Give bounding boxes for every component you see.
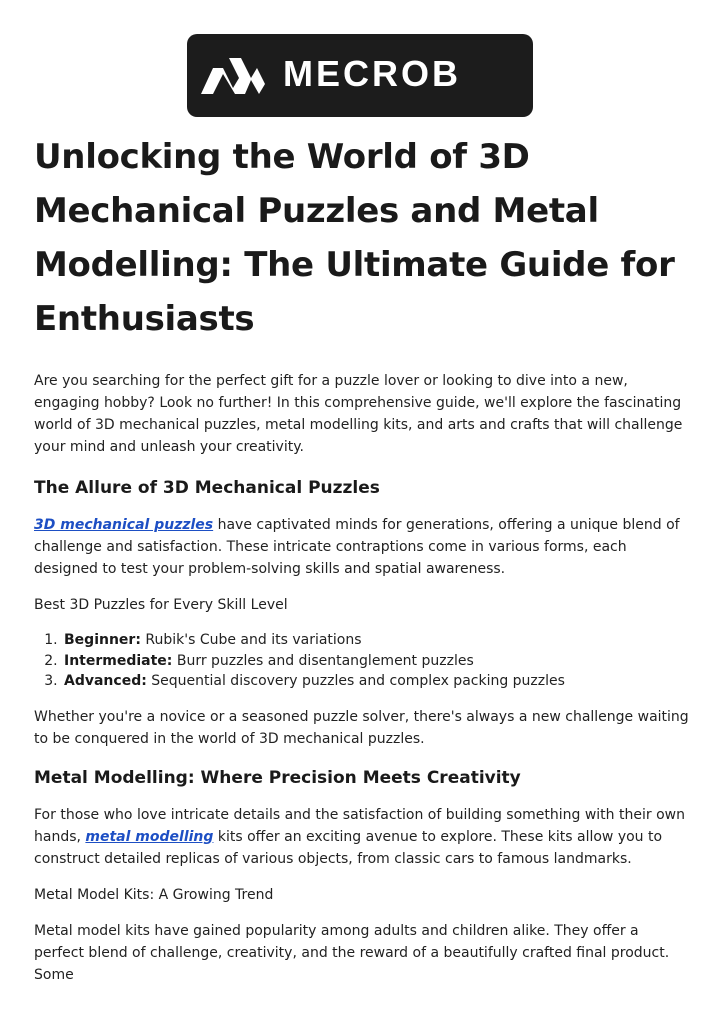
mecrob-logo-icon	[199, 48, 267, 104]
list-item-label: Intermediate:	[64, 652, 173, 669]
metal-paragraph-end: kits offer an exciting avenue to explore. These kits allow you to construct detailed replicas of various objects, from classic cars to famous landmarks.	[34, 828, 663, 867]
link-metal-modelling[interactable]: metal modelling	[85, 828, 214, 845]
puzzles-paragraph-text: have captivated minds for generations, offering a unique blend of challenge and satisfaction. These intricate contraptions come in various forms, each designed to test your problem-solving skills and spatial awareness.	[34, 517, 680, 577]
brand-logo[interactable]	[187, 34, 533, 117]
puzzles-closing-paragraph: Whether you're a novice or a seasoned puzzle solver, there's always a new challenge waiting to be conquered in the world of 3D mechanical puzzles.	[34, 708, 689, 747]
list-item	[62, 671, 690, 692]
list-item-text: Rubik's Cube and its variations	[140, 632, 362, 648]
skill-level-list	[34, 630, 690, 692]
list-item	[62, 630, 690, 651]
section-heading-metal-modelling: Metal Modelling: Where Precision Meets Creativity	[34, 767, 521, 788]
puzzles-paragraph	[34, 514, 690, 580]
list-item-text: Sequential discovery puzzles and complex packing puzzles	[146, 673, 565, 689]
article	[34, 130, 690, 986]
list-item-text: Burr puzzles and disentanglement puzzles	[172, 652, 474, 669]
brand-name: MECROB	[283, 53, 461, 94]
list-item-label: Beginner:	[64, 632, 141, 648]
metal-closing-paragraph: Metal model kits have gained popularity among adults and children alike. They offer a perfect blend of challenge, creativity, and the reward of a beautifully crafted final product. Some	[34, 922, 670, 983]
puzzles-subheading: Best 3D Puzzles for Every Skill Level	[34, 597, 288, 613]
section-heading-puzzles: The Allure of 3D Mechanical Puzzles	[34, 478, 380, 498]
list-item-label: Advanced:	[64, 673, 147, 689]
metal-paragraph	[34, 804, 690, 870]
metal-subheading: Metal Model Kits: A Growing Trend	[34, 886, 274, 903]
metal-paragraph-start: For those who love intricate details and the satisfaction of building something with their own hands,	[34, 806, 685, 845]
intro-paragraph: Are you searching for the perfect gift for a puzzle lover or looking to dive into a new, engaging hobby? Look no further! In this comprehensive guide, we'll explore the fascinating world of 3D mechanical puzzles, metal modelling kits, and arts and crafts that will challenge your mind and unleash your creativity.	[34, 373, 683, 455]
list-item	[62, 651, 690, 672]
article-title: Unlocking the World of 3D Mechanical Puzzles and Metal Modelling: The Ultimate Guide for Enthusiasts	[34, 137, 675, 339]
link-3d-mechanical-puzzles[interactable]: 3D mechanical puzzles	[34, 517, 214, 533]
